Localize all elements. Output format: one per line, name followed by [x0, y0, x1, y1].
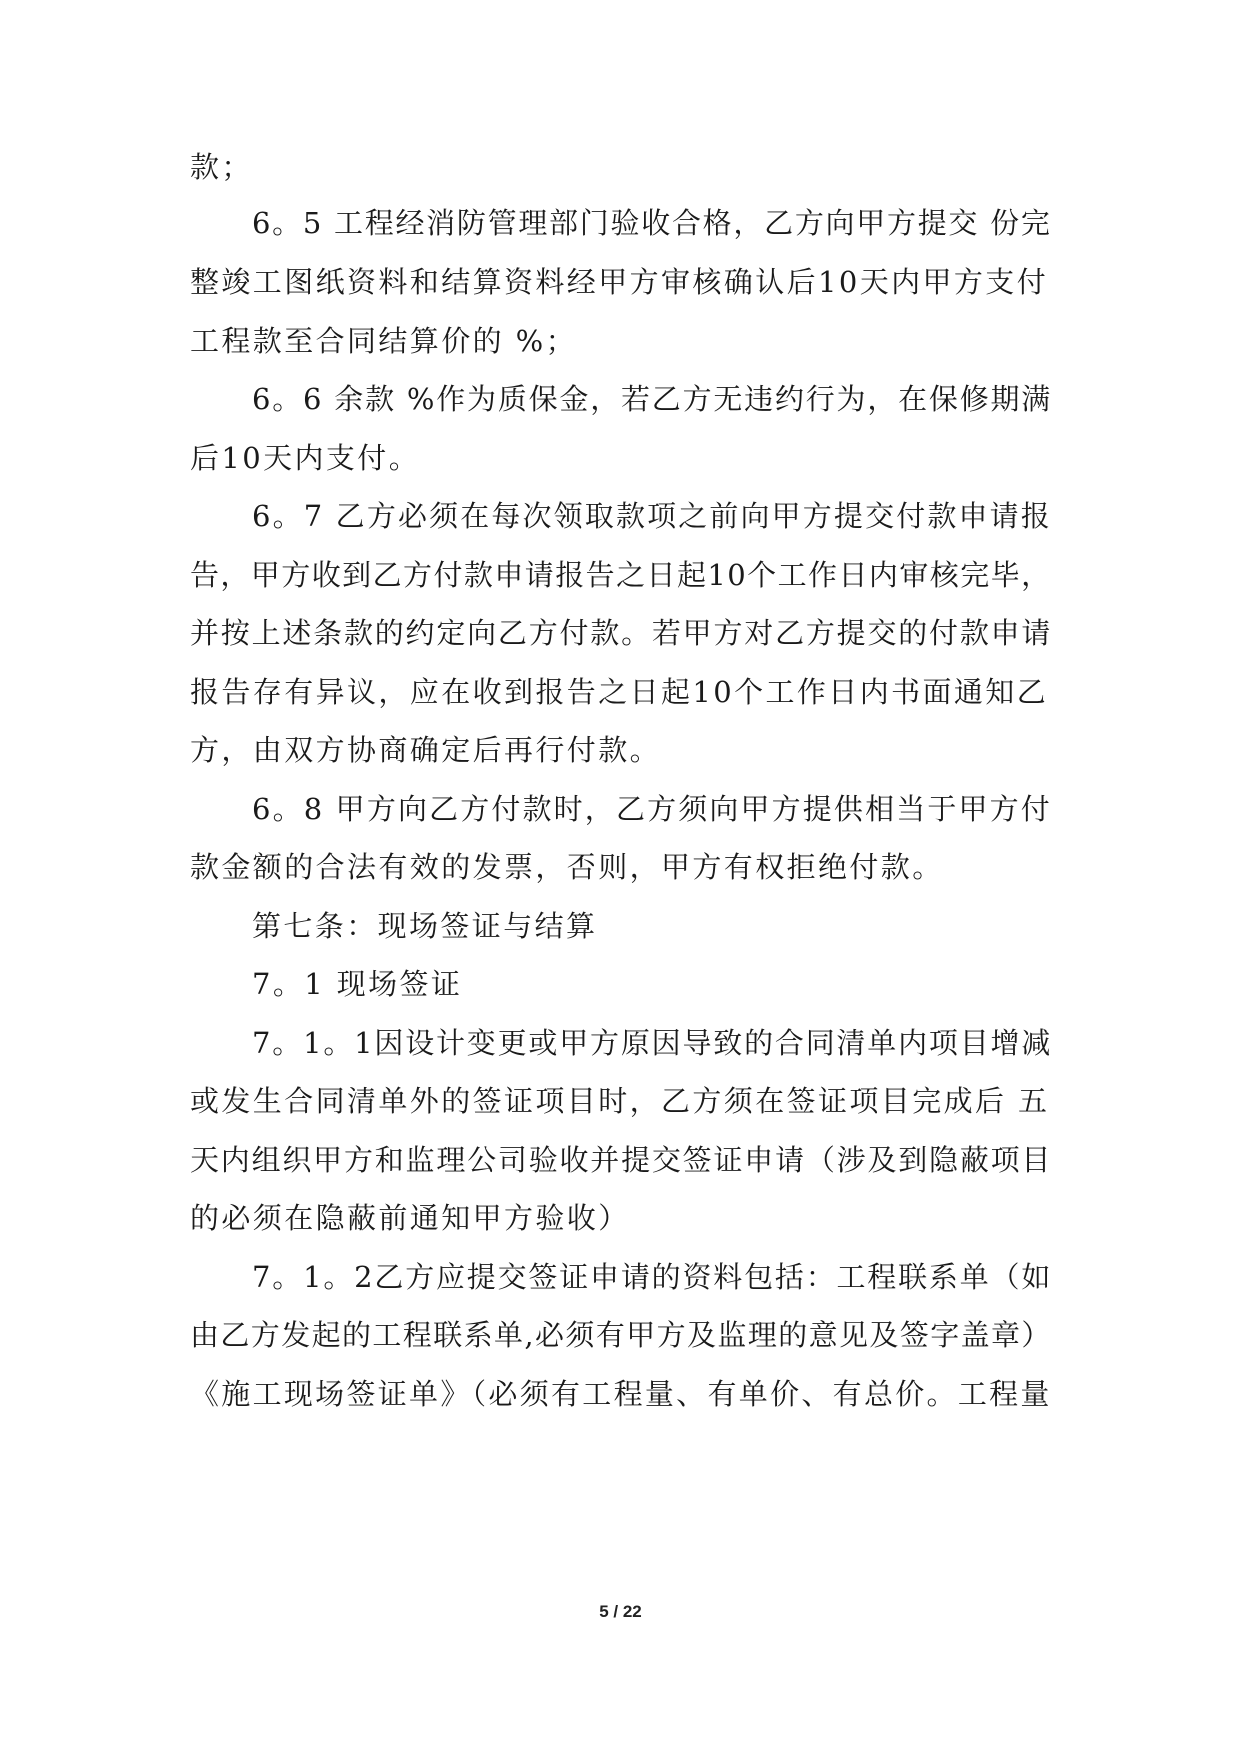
- text-line: 款；: [190, 150, 253, 184]
- text-line: 或发生合同清单外的签证项目时，乙方须在签证项目完成后 五: [190, 1084, 1050, 1118]
- section-heading: 第七条：现场签证与结算: [252, 909, 598, 943]
- page-number: 5 / 22: [599, 1602, 642, 1621]
- text-line: 方，由双方协商确定后再行付款。: [190, 733, 662, 767]
- subsection-heading: 7。1 现场签证: [252, 967, 463, 1001]
- text-line: 告，甲方收到乙方付款申请报告之日起10个工作日内审核完毕，: [190, 558, 1052, 592]
- text-line: 天内组织甲方和监理公司验收并提交签证申请（涉及到隐蔽项目: [190, 1143, 1053, 1177]
- text-line: 款金额的合法有效的发票，否则，甲方有权拒绝付款。: [190, 850, 944, 884]
- text-line: 并按上述条款的约定向乙方付款。若甲方对乙方提交的付款申请: [190, 616, 1053, 650]
- text-line: 后10天内支付。: [190, 441, 421, 475]
- text-line: 整竣工图纸资料和结算资料经甲方审核确认后10天内甲方支付: [190, 265, 1049, 299]
- text-line: 6。7 乙方必须在每次领取款项之前向甲方提交付款申请报: [252, 499, 1052, 533]
- text-line: 报告存有异议，应在收到报告之日起10个工作日内书面通知乙: [190, 675, 1049, 709]
- text-line: 工程款至合同结算价的 %；: [190, 324, 577, 358]
- text-line: 6。5 工程经消防管理部门验收合格，乙方向甲方提交 份完: [252, 206, 1052, 240]
- text-line: 的必须在隐蔽前通知甲方验收）: [190, 1201, 630, 1235]
- text-line: 7。1。1因设计变更或甲方原因导致的合同清单内项目增减: [252, 1026, 1053, 1060]
- text-line: 7。1。2乙方应提交签证申请的资料包括：工程联系单（如: [252, 1260, 1053, 1294]
- text-line: 由乙方发起的工程联系单,必须有甲方及监理的意见及签字盖章）: [190, 1318, 1052, 1352]
- text-line: 6。8 甲方向乙方付款时，乙方须向甲方提供相当于甲方付: [252, 792, 1052, 826]
- text-line: 6。6 余款 %作为质保金，若乙方无违约行为，在保修期满: [252, 382, 1053, 416]
- text-line: 《施工现场签证单》（必须有工程量、有单价、有总价。工程量: [190, 1377, 1052, 1411]
